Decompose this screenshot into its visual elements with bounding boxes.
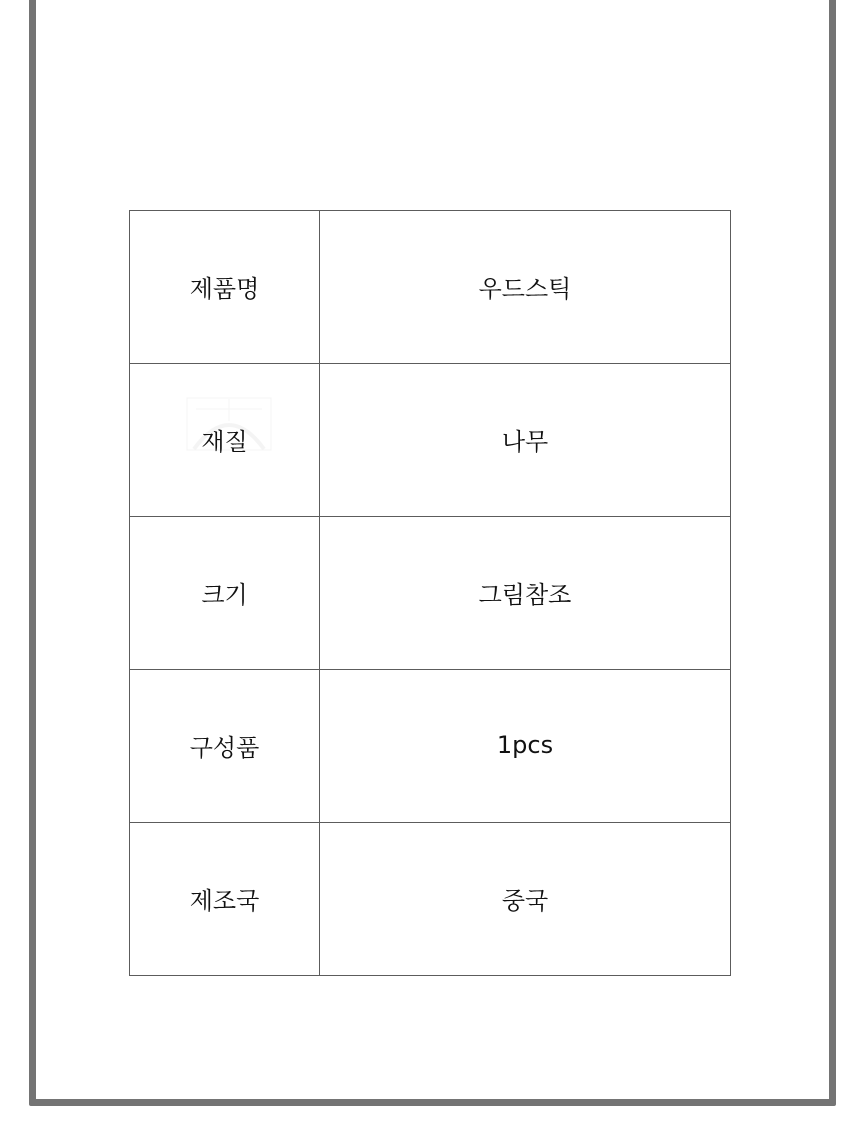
spec-label-cell [130,823,320,976]
spec-row-size [130,517,731,670]
spec-value-product-name: 우드스틱 [478,274,572,303]
spec-value-material: 나무 [501,427,549,456]
spec-label-cell [130,364,320,517]
product-spec-table [129,210,731,976]
spec-value-size: 그림참조 [478,580,572,609]
spec-label-components: 구성품 [189,733,260,762]
spec-label-cell [130,670,320,823]
spec-label-cell [130,517,320,670]
spec-value-country: 중국 [501,886,549,915]
spec-label-product-name: 제품명 [189,274,260,303]
spec-label-cell [130,211,320,364]
spec-row-country [130,823,731,976]
spec-value-cell [320,517,731,670]
spec-row-material [130,364,731,517]
spec-label-country: 제조국 [189,886,260,915]
spec-value-cell [320,364,731,517]
spec-value-cell [320,211,731,364]
spec-value-components: 1pcs [496,731,554,759]
spec-row-components [130,670,731,823]
spec-value-cell [320,670,731,823]
spec-label-material: 재질 [201,427,248,456]
spec-label-size: 크기 [201,580,248,609]
spec-row-product-name [130,211,731,364]
spec-value-cell [320,823,731,976]
